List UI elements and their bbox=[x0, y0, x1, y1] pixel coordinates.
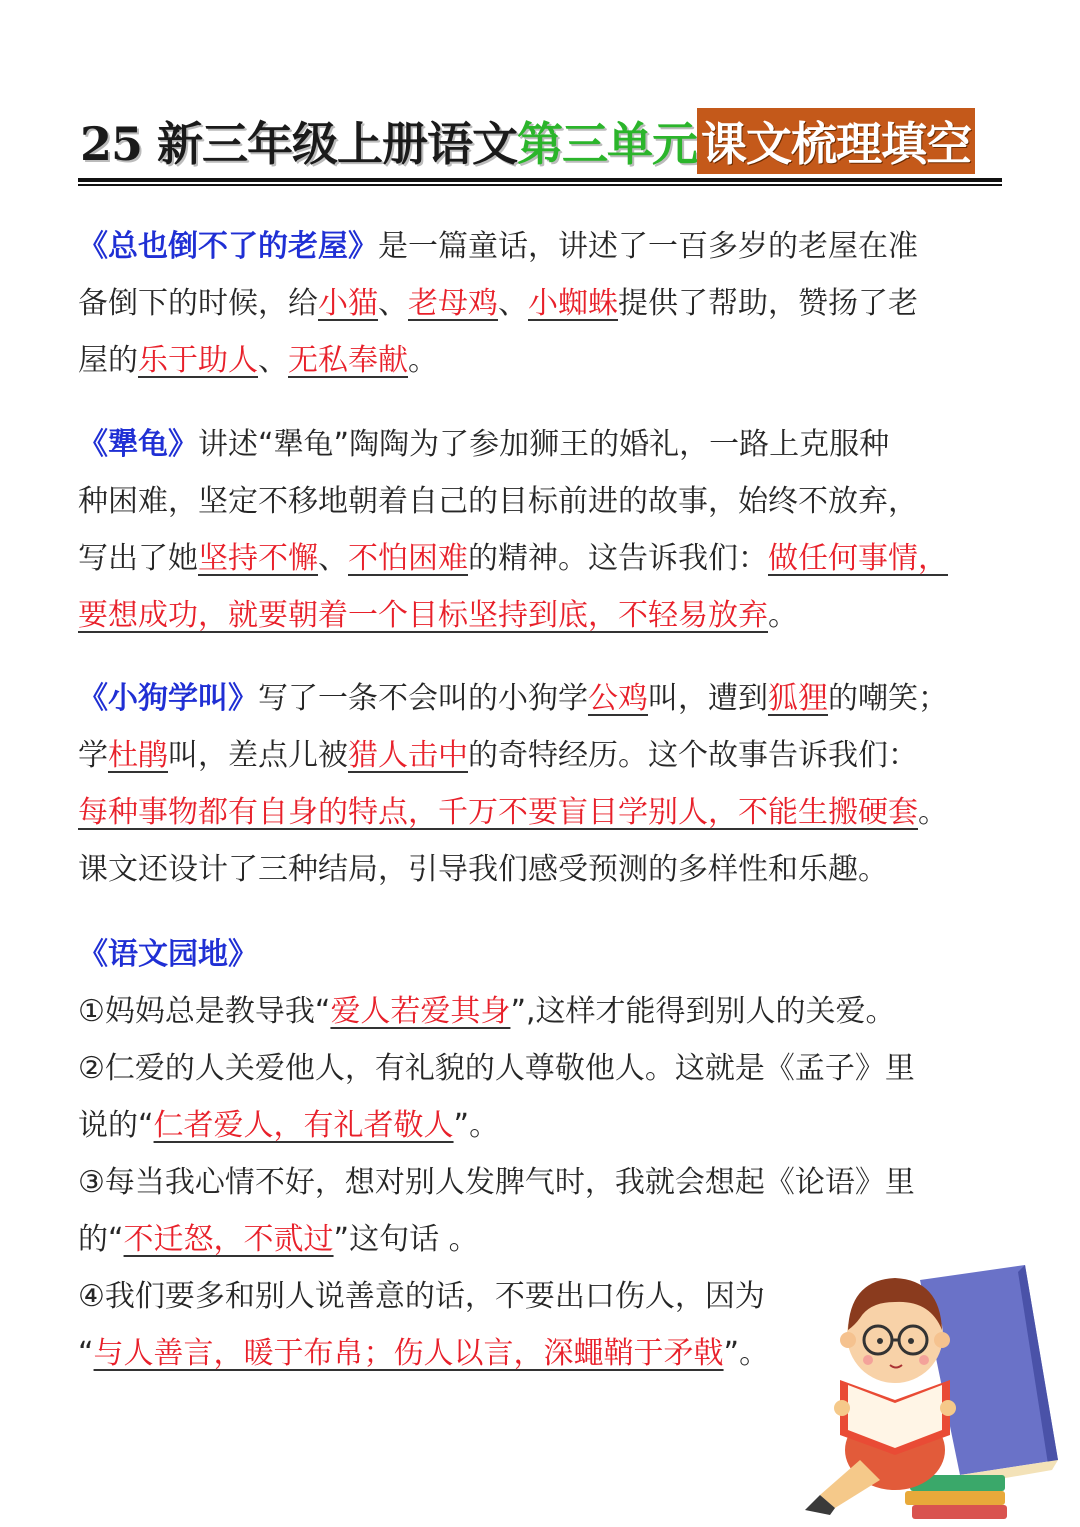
text: 课文还设计了三种结局，引导我们感受预测的多样性和乐趣。 bbox=[78, 852, 888, 887]
answer-blank: 不怕困难 bbox=[348, 541, 468, 576]
lesson-title: 《语文园地》 bbox=[78, 937, 258, 972]
text-line bbox=[78, 983, 1018, 1040]
text: 的嘲笑； bbox=[828, 681, 948, 716]
answer-blank: 无私奉献 bbox=[288, 343, 408, 378]
text: 的奇特经历。这个故事告诉我们： bbox=[468, 738, 918, 773]
text-line bbox=[78, 670, 1018, 727]
title-part-topic: 课文梳理填空 bbox=[697, 108, 975, 174]
text: ③每当我心情不好，想对别人发脾气时，我就会想起《论语》里 bbox=[78, 1165, 915, 1200]
text: ”。 bbox=[453, 1108, 500, 1143]
answer-blank: 爱人若爱其身 bbox=[330, 994, 511, 1029]
text: 的“ bbox=[78, 1222, 124, 1257]
answer-blank: 要想成功，就要朝着一个目标坚持到底，不轻易放弃 bbox=[78, 598, 768, 633]
text-line bbox=[78, 218, 1018, 275]
text: 是一篇童话，讲述了一百多岁的老屋在准 bbox=[378, 229, 918, 264]
text: 写出了她 bbox=[78, 541, 198, 576]
answer-blank: 与人善言，暖于布帛；伤人以言，深蠅鞘于矛戟 bbox=[93, 1336, 724, 1371]
text-line bbox=[78, 841, 1018, 898]
lesson-title: 《总也倒不了的老屋》 bbox=[78, 229, 378, 264]
lesson-title: 《犟龟》 bbox=[78, 427, 198, 462]
section-old-house bbox=[78, 218, 1018, 389]
text-line bbox=[78, 587, 1018, 644]
text: 、 bbox=[378, 286, 408, 321]
answer-blank: 乐于助人 bbox=[138, 343, 258, 378]
text: 叫，遭到 bbox=[648, 681, 768, 716]
text-line bbox=[78, 1040, 1018, 1097]
answer-blank: 不迁怒，不贰过 bbox=[123, 1222, 334, 1257]
text: ”,这样才能得到别人的关爱。 bbox=[510, 994, 896, 1029]
text: 学 bbox=[78, 738, 108, 773]
page-title bbox=[80, 108, 1000, 174]
answer-blank: 每种事物都有自身的特点，千万不要盲目学别人，不能生搬硬套 bbox=[78, 795, 918, 830]
section-stubborn-turtle bbox=[78, 416, 1018, 644]
text: ④我们要多和别人说善意的话，不要出口伤人，因为 bbox=[78, 1279, 765, 1314]
answer-blank: 小猫 bbox=[318, 286, 378, 321]
text-line bbox=[78, 473, 1018, 530]
answer-blank: 猎人击中 bbox=[348, 738, 468, 773]
text: 种困难，坚定不移地朝着自己的目标前进的故事，始终不放弃， bbox=[78, 484, 918, 519]
section-puppy-learns-to-bark bbox=[78, 670, 1018, 898]
answer-blank: 老母鸡 bbox=[408, 286, 498, 321]
title-part-grade: 25 新三年级上册语文 bbox=[80, 117, 518, 171]
answer-blank: 坚持不懈 bbox=[198, 541, 318, 576]
text-line bbox=[78, 926, 1018, 983]
text: ②仁爱的人关爱他人，有礼貌的人尊敬他人。这就是《孟子》里 bbox=[78, 1051, 915, 1086]
answer-blank: 狐狸 bbox=[768, 681, 828, 716]
text: 提供了帮助，赞扬了老 bbox=[618, 286, 918, 321]
text: 。 bbox=[768, 598, 798, 633]
answer-blank: 小蜘蛛 bbox=[528, 286, 618, 321]
text: ”。 bbox=[723, 1336, 770, 1371]
text: 、 bbox=[258, 343, 288, 378]
text: ①妈妈总是教导我“ bbox=[78, 994, 331, 1029]
text-line bbox=[78, 416, 1018, 473]
text: 叫，差点儿被 bbox=[168, 738, 348, 773]
text-line bbox=[78, 784, 1018, 841]
text-line bbox=[78, 727, 1018, 784]
text-line bbox=[78, 275, 1018, 332]
answer-blank: 公鸡 bbox=[588, 681, 648, 716]
lesson-title: 《小狗学叫》 bbox=[78, 681, 258, 716]
boy-reading-book-illustration bbox=[800, 1240, 1060, 1520]
text: 、 bbox=[318, 541, 348, 576]
text-line bbox=[78, 1154, 1018, 1211]
text: 讲述“犟龟”陶陶为了参加狮王的婚礼，一路上克服种 bbox=[198, 427, 890, 462]
answer-blank: 做任何事情， bbox=[768, 541, 948, 576]
text: 。 bbox=[918, 795, 948, 830]
text: 。 bbox=[408, 343, 438, 378]
text-line bbox=[78, 530, 1018, 587]
title-part-unit: 第三单元 bbox=[517, 117, 698, 171]
text: 的精神。这告诉我们： bbox=[468, 541, 768, 576]
title-divider-thin bbox=[78, 184, 1002, 186]
text-line bbox=[78, 332, 1018, 389]
text: 、 bbox=[498, 286, 528, 321]
answer-blank: 仁者爱人，有礼者敬人 bbox=[153, 1108, 454, 1143]
text: “ bbox=[78, 1336, 94, 1371]
text-line bbox=[78, 1097, 1018, 1154]
text: 写了一条不会叫的小狗学 bbox=[258, 681, 588, 716]
text: ”这句话 。 bbox=[333, 1222, 479, 1257]
title-divider-thick bbox=[78, 178, 1002, 182]
text: 说的“ bbox=[78, 1108, 154, 1143]
answer-blank: 杜鹃 bbox=[108, 738, 168, 773]
text: 备倒下的时候，给 bbox=[78, 286, 318, 321]
text: 屋的 bbox=[78, 343, 138, 378]
